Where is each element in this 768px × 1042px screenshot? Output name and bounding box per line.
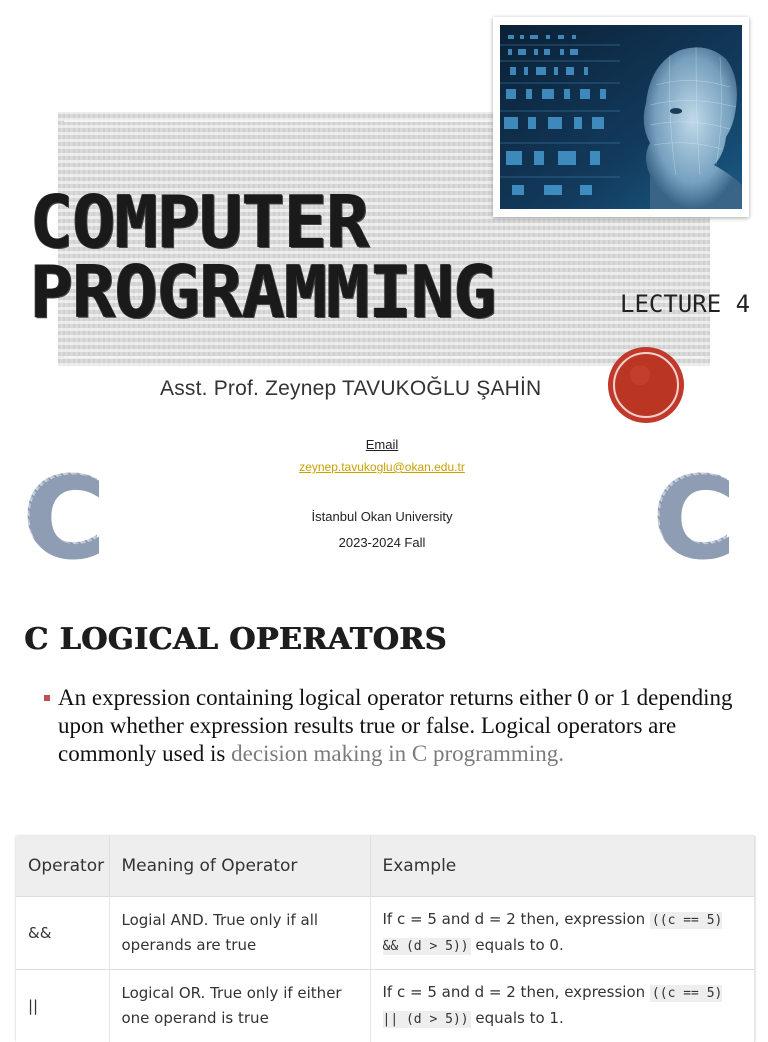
c-language-logo-left <box>22 472 104 564</box>
university-name: İstanbul Okan University <box>0 509 764 524</box>
example-prefix: If c = 5 and d = 2 then, expression <box>383 983 646 1001</box>
example-code: ((c == 5) || (d > 5)) <box>383 985 723 1028</box>
table-row <box>16 970 754 1042</box>
cyber-human-image <box>493 17 749 217</box>
lecture-number: LECTURE 4 <box>620 290 750 318</box>
column-header-meaning: Meaning of Operator <box>109 836 370 897</box>
example-prefix: If c = 5 and d = 2 then, expression <box>383 910 646 928</box>
red-circle-emblem <box>606 345 686 425</box>
bullet-square-icon <box>44 695 50 701</box>
c-logo-letter: C <box>22 453 104 583</box>
meaning-cell: Logical OR. True only if either one operand is true <box>109 970 370 1042</box>
logical-operators-slide <box>0 600 768 1024</box>
email-link[interactable]: zeynep.tavukoglu@okan.edu.tr <box>0 460 764 474</box>
operator-cell: && <box>16 897 109 970</box>
meaning-cell: Logial AND. True only if all operands are true <box>109 897 370 970</box>
column-header-example: Example <box>370 836 754 897</box>
example-suffix: equals to 0. <box>475 936 563 954</box>
academic-term: 2023-2024 Fall <box>0 535 764 550</box>
bullet-highlight-link[interactable]: decision making in C programming. <box>231 741 564 766</box>
author-name: Asst. Prof. Zeynep TAVUKOĞLU ŞAHİN <box>160 377 541 401</box>
example-cell <box>370 970 754 1042</box>
bullet-text: An expression containing logical operator returns either 0 or 1 depending upon whether expression results true or false. Logical operators are commonly used is <box>58 685 732 766</box>
table-row <box>16 897 754 970</box>
email-label: Email <box>0 437 764 452</box>
operator-cell: || <box>16 970 109 1042</box>
column-header-operator: Operator <box>16 836 109 897</box>
title-line-1: COMPUTER <box>30 186 369 258</box>
example-code: ((c == 5) && (d > 5)) <box>383 912 723 955</box>
title-line-2: PROGRAMMING <box>30 256 496 328</box>
section-heading: C LOGICAL OPERATORS <box>24 622 447 657</box>
c-logo-letter: C <box>652 453 734 583</box>
example-suffix: equals to 1. <box>475 1009 563 1027</box>
c-language-logo-right <box>652 472 734 564</box>
bullet-point <box>44 684 754 768</box>
table-header-row <box>16 836 754 897</box>
operators-table <box>16 836 755 1042</box>
example-cell <box>370 897 754 970</box>
